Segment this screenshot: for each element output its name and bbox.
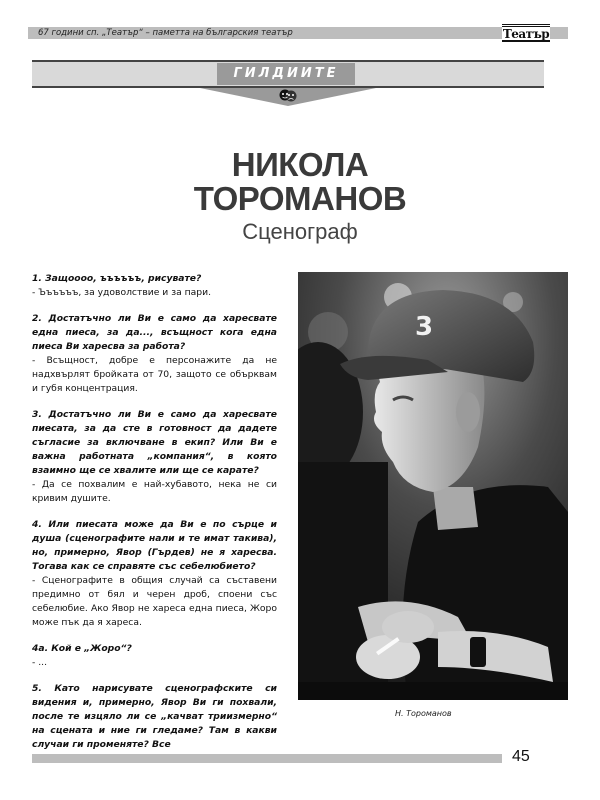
question: 4. Или пиесата може да Ви е по сърце и душа (сценографите нали и те имат такива), но, примерно, Явор (Гърдев) не я харесва. Тогава как се справяте със себелюбието?: [32, 519, 277, 572]
interviewee-role: Сценограф: [242, 219, 358, 244]
answer: - Да се похвалим е най-хубавото, нека не си кривим душите.: [32, 479, 277, 504]
question: 1. Защоооо, ъъъъъъ, рисувате?: [32, 273, 202, 284]
page-number: 45: [512, 748, 530, 765]
section-title: ГИЛДИИТЕ: [233, 66, 339, 81]
magazine-logo: Театър: [502, 24, 550, 42]
answer: - Всъщност, добре е персонажите да не надхвърлят бройката от 70, защото се обърквам и губя концентрация.: [32, 355, 277, 394]
running-header-text: 67 години сп. „Театър“ – паметта на българския театър: [38, 28, 293, 38]
question: 2. Достатъчно ли Ви е само да харесвате една пиеса, за да..., всъщност кога една пиеса Ви харесва за работа?: [32, 313, 277, 352]
footer-bar: [32, 754, 502, 763]
name-first: НИКОЛА: [231, 146, 369, 183]
question: 5. Като нарисувате сценографските си видения и, примерно, Явор Ви ги похвали, после те изцяло ли се „качват триизмерно“ на сцената и ние ги гледаме? Там в какви случаи ги променяте? Все: [32, 683, 277, 750]
interview-column: [32, 272, 277, 764]
question: 4а. Кой е „Жоро“?: [32, 643, 132, 654]
answer: - Сценографите в общия случай са съставени предимно от бял и черен дроб, споени със себелюбие. Ако Явор не хареса една пиеса, Жоро може пък да я хареса.: [32, 575, 277, 628]
qa-block: [32, 518, 277, 630]
answer: - ...: [32, 657, 47, 668]
qa-block: [32, 408, 277, 506]
question: 3. Достатъчно ли Ви е само да харесвате пиесата, за да сте в готовност да дадете съгласие за включване в екип? Или Ви е важна работната „компания“, в която взаимно ще се хвалите или ще се карате?: [32, 409, 277, 476]
photo-caption: Н. Тороманов: [395, 709, 452, 718]
qa-block: [32, 642, 277, 670]
name-last: ТОРОМАНОВ: [193, 180, 407, 217]
qa-block: [32, 272, 277, 300]
portrait-illustration: [298, 272, 568, 700]
answer: - Ъъъъъъ, за удоволствие и за пари.: [32, 287, 211, 298]
interviewee-name: [150, 148, 450, 216]
portrait-photo: [298, 272, 568, 700]
qa-block: [32, 682, 277, 752]
qa-block: [32, 312, 277, 396]
theatre-masks-icon: [278, 89, 298, 102]
svg-text:3: 3: [415, 312, 434, 342]
running-header-bar: [28, 27, 568, 39]
